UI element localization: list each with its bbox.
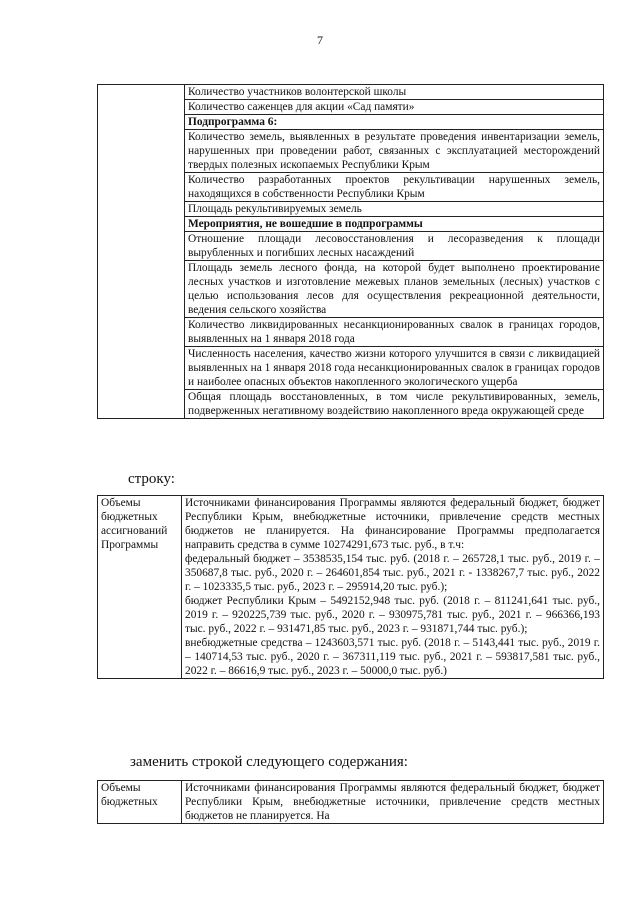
budget-row-new-heading: Объемы бюджетных — [98, 781, 182, 824]
label-stroku: строку: — [128, 471, 175, 487]
budget-table-old — [97, 495, 604, 679]
indicator-text: Общая площадь восстановленных, в том числе рекультивированных, земель, подверженных негативному воздействию накопленного вреда окружающей среде — [185, 390, 604, 419]
indicators-table — [97, 84, 604, 419]
indicator-text: Подпрограмма 6: — [185, 115, 604, 130]
budget-table-new — [97, 780, 604, 824]
indicator-text: Отношение площади лесовосстановления и лесоразведения к площади вырубленных и погибших лесных насаждений — [185, 232, 604, 261]
budget-paragraph-intro: Источниками финансирования Программы являются федеральный бюджет, бюджет Республики Крым, внебюджетные источники, привлечение средств местных бюджетов не планируется. На финансирование Программы предполагается направить средства в сумме 10274291,673 тыс. руб., в т.ч: — [185, 497, 600, 551]
indicator-text: Площадь рекультивируемых земель — [185, 202, 604, 217]
indicator-text: Количество ликвидированных несанкционированных свалок в границах городов, выявленных на 1 января 2018 года — [185, 318, 604, 347]
budget-paragraph-extrabudget: внебюджетные средства – 1243603,571 тыс. руб. (2018 г. – 5143,441 тыс. руб., 2019 г. – 140714,53 тыс. руб., 2020 г. – 367311,119 тыс. руб., 2021 г. – 593817,581 тыс. руб., 2022 г. – 86616,9 тыс. руб., 2023 г. – 50000,0 тыс. руб.) — [185, 637, 600, 677]
indicator-text: Количество земель, выявленных в результате проведения инвентаризации земель, нарушенных при проведении работ, связанных с эксплуатацией месторождений твердых полезных ископаемых Республики Крым — [185, 130, 604, 173]
budget-row-new-content: Источниками финансирования Программы являются федеральный бюджет, бюджет Республики Крым, внебюджетные источники, привлечение средств местных бюджетов не планируется. На — [182, 781, 604, 824]
indicator-text: Количество саженцев для акции «Сад памяти» — [185, 100, 604, 115]
indicator-text: Количество участников волонтерской школы — [185, 85, 604, 100]
indicator-left-cell — [98, 85, 185, 419]
budget-row-heading: Объемы бюджетных ассигнований Программы — [98, 496, 182, 679]
budget-row — [98, 496, 604, 679]
budget-row-new — [98, 781, 604, 824]
budget-paragraph-federal: федеральный бюджет – 3538535,154 тыс. руб. (2018 г. – 265728,1 тыс. руб., 2019 г. – 350687,8 тыс. руб., 2020 г. – 264601,854 тыс. руб., 2021 г. - 1338267,7 тыс. руб., 2022 г. – 1023335,5 тыс. руб., 2023 г. – 295914,20 тыс. руб.); — [185, 553, 600, 593]
indicator-text: Мероприятия, не вошедшие в подпрограммы — [185, 217, 604, 232]
indicator-text: Численность населения, качество жизни которого улучшится в связи с ликвидацией выявленных на 1 января 2018 года несанкционированных свалок в границах городов и наиболее опасных объектов накопленного экологического ущерба — [185, 347, 604, 390]
indicator-text: Площадь земель лесного фонда, на которой будет выполнено проектирование лесных участков и изготовление межевых планов земельных (лесных) участков с целью использования лесов для осуществления рекреационной деятельности, ведения сельского хозяйства — [185, 261, 604, 318]
indicator-row — [98, 85, 604, 100]
indicator-text: Количество разработанных проектов рекультивации нарушенных земель, находящихся в собственности Республики Крым — [185, 173, 604, 202]
label-replace: заменить строкой следующего содержания: — [130, 754, 408, 770]
budget-paragraph-crimea: бюджет Республики Крым – 5492152,948 тыс. руб. (2018 г. – 811241,641 тыс. руб., 2019 г. – 920225,739 тыс. руб., 2020 г. – 930975,781 тыс. руб., 2021 г. – 966366,193 тыс. руб., 2022 г. – 931471,85 тыс. руб., 2023 г. – 931871,744 тыс. руб.); — [185, 595, 600, 635]
page-number: 7 — [317, 33, 323, 47]
budget-row-content — [182, 496, 604, 679]
